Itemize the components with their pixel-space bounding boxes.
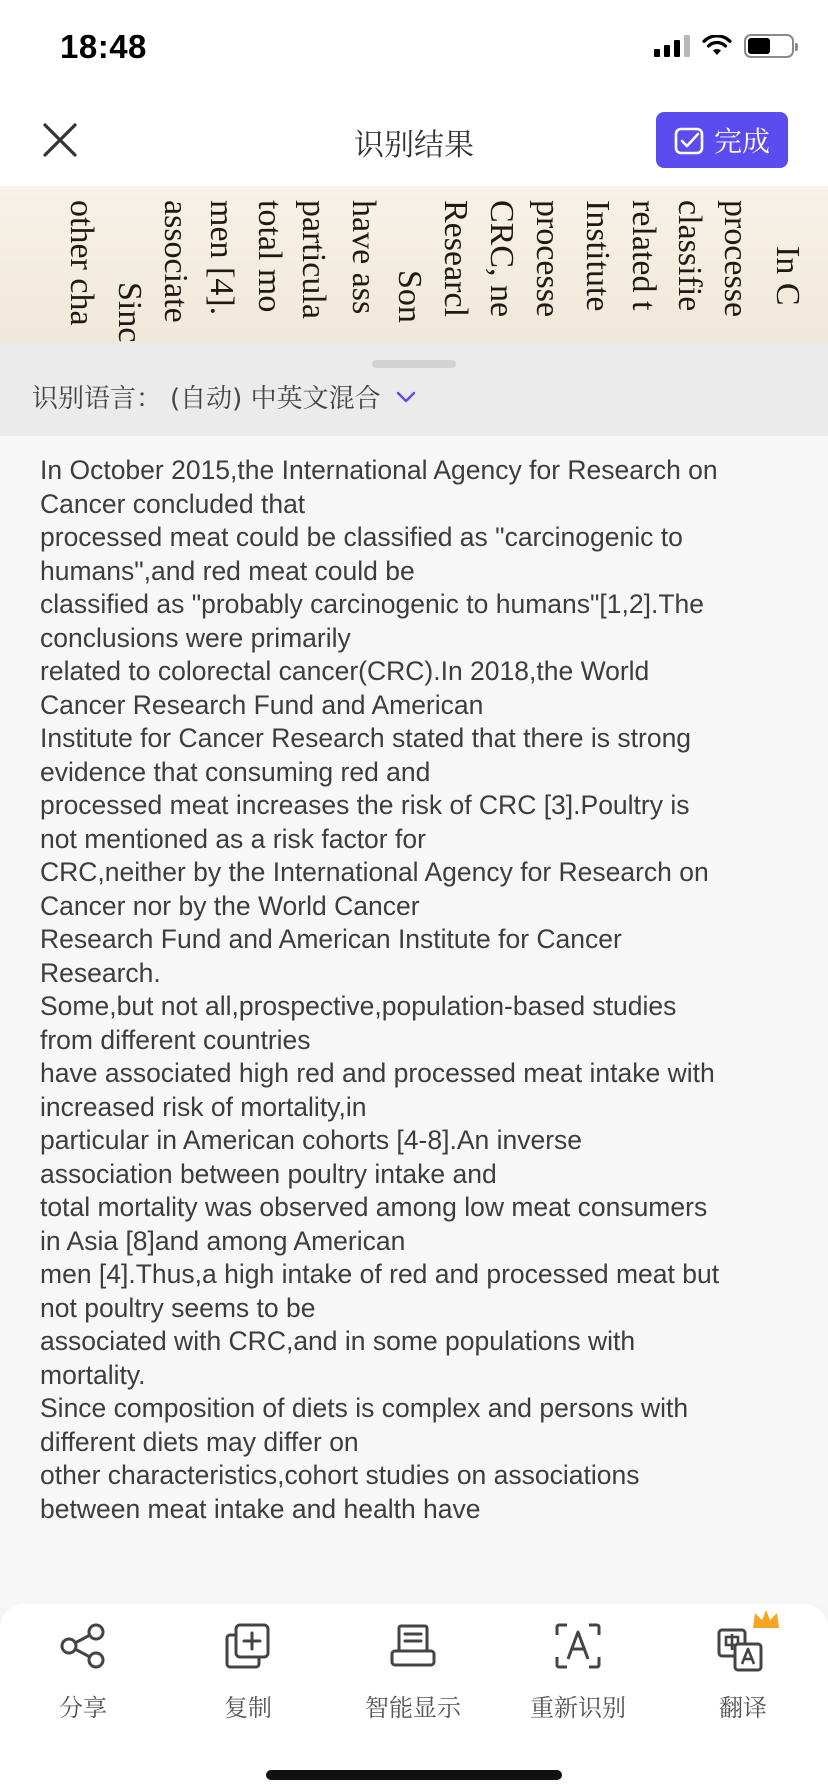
- page-title: 识别结果: [354, 128, 474, 163]
- language-value: (自动) 中英文混合: [170, 384, 381, 414]
- text-line: Some,but not all,prospective,population-based studies: [40, 991, 677, 1021]
- bottom-toolbar: [0, 1604, 828, 1792]
- text-line: have associated high red and processed meat intake with: [40, 1058, 715, 1088]
- smart-display-label: 智能显示: [365, 1694, 461, 1722]
- scan-preview[interactable]: [0, 186, 828, 344]
- chevron-down-icon: [395, 390, 417, 404]
- status-time: 18:48: [60, 28, 147, 65]
- copy-label: 复制: [224, 1694, 272, 1722]
- home-indicator: [266, 1770, 562, 1780]
- text-line: between meat intake and health have: [40, 1493, 481, 1524]
- rescan-button[interactable]: [503, 1618, 653, 1723]
- text-line: association between poultry intake and: [40, 1158, 497, 1189]
- text-line: associated with CRC,and in some populations with: [40, 1326, 636, 1356]
- translate-icon: [715, 1618, 771, 1674]
- translate-button[interactable]: [668, 1618, 818, 1723]
- text-line: Research.: [40, 957, 161, 988]
- text-line: In October 2015,the International Agency for Research on: [40, 455, 718, 485]
- done-button[interactable]: [656, 112, 788, 168]
- translate-label: 翻译: [719, 1694, 767, 1722]
- preview-column: particula: [295, 200, 332, 319]
- preview-column: total mo: [251, 200, 288, 313]
- text-line: processed meat increases the risk of CRC [3].Poultry is: [40, 790, 690, 820]
- text-line: humans",and red meat could be: [40, 555, 415, 586]
- text-line: not poultry seems to be: [40, 1292, 316, 1323]
- text-line: from different countries: [40, 1024, 311, 1055]
- text-line: in Asia [8]and among American: [40, 1225, 406, 1256]
- text-line: CRC,neither by the International Agency for Research on: [40, 857, 709, 887]
- preview-column: related t: [625, 200, 662, 311]
- preview-column: associate: [157, 200, 194, 323]
- rescan-label: 重新识别: [530, 1694, 626, 1722]
- share-icon: [55, 1618, 111, 1674]
- preview-column: men [4].: [203, 200, 240, 316]
- preview-column: processe: [717, 200, 754, 318]
- text-recognition-icon: [550, 1618, 606, 1674]
- text-line: evidence that consuming red and: [40, 756, 431, 787]
- preview-column: Researcl: [437, 200, 474, 318]
- status-bar: [0, 0, 828, 96]
- text-line: other characteristics,cohort studies on associations: [40, 1460, 640, 1490]
- language-bar: [0, 344, 828, 436]
- text-line: particular in American cohorts [4-8].An inverse: [40, 1125, 583, 1155]
- recognized-text[interactable]: [40, 454, 800, 1526]
- done-label: 完成: [713, 125, 770, 158]
- wifi-icon: [702, 35, 732, 57]
- preview-column: processe: [529, 200, 566, 318]
- preview-column: Sinc: [111, 282, 148, 343]
- drag-handle[interactable]: [372, 360, 456, 368]
- battery-icon: [744, 34, 794, 58]
- preview-column: Son: [391, 270, 428, 323]
- preview-column: CRC, ne: [483, 200, 520, 318]
- share-label: 分享: [59, 1694, 107, 1722]
- preview-column: have ass: [345, 200, 382, 315]
- text-line: Institute for Cancer Research stated that there is strong: [40, 723, 692, 753]
- preview-column: other cha: [63, 200, 100, 326]
- language-label: 识别语言：: [32, 384, 163, 414]
- text-line: different diets may differ on: [40, 1426, 359, 1457]
- document-layout-icon: [385, 1618, 441, 1674]
- text-line: not mentioned as a risk factor for: [40, 823, 426, 854]
- text-line: total mortality was observed among low meat consumers: [40, 1192, 708, 1222]
- result-sheet: [0, 344, 828, 1606]
- language-selector[interactable]: [32, 378, 417, 415]
- nav-bar: [0, 96, 828, 186]
- text-line: Cancer Research Fund and American: [40, 689, 484, 720]
- text-line: processed meat could be classified as "carcinogenic to: [40, 522, 683, 552]
- text-line: conclusions were primarily: [40, 622, 351, 653]
- preview-column: Institute: [579, 200, 616, 312]
- copy-button[interactable]: [173, 1618, 323, 1723]
- share-button[interactable]: [8, 1618, 158, 1723]
- status-icons: [654, 34, 794, 58]
- cellular-signal-icon: [654, 35, 690, 57]
- text-line: men [4].Thus,a high intake of red and processed meat but: [40, 1259, 720, 1289]
- check-square-icon: [674, 125, 706, 155]
- text-line: Cancer nor by the World Cancer: [40, 890, 420, 921]
- text-line: Research Fund and American Institute for Cancer: [40, 924, 622, 954]
- text-line: Since composition of diets is complex and persons with: [40, 1393, 689, 1423]
- preview-column: classifie: [671, 200, 708, 312]
- preview-column: In C: [769, 246, 806, 306]
- text-line: increased risk of mortality,in: [40, 1091, 367, 1122]
- smart-display-button[interactable]: [338, 1618, 488, 1723]
- text-line: mortality.: [40, 1359, 146, 1390]
- text-line: classified as "probably carcinogenic to humans"[1,2].The: [40, 589, 705, 619]
- text-line: Cancer concluded that: [40, 488, 306, 519]
- crown-icon: [751, 1608, 781, 1632]
- text-line: related to colorectal cancer(CRC).In 2018,the World: [40, 656, 650, 686]
- copy-icon: [220, 1618, 276, 1674]
